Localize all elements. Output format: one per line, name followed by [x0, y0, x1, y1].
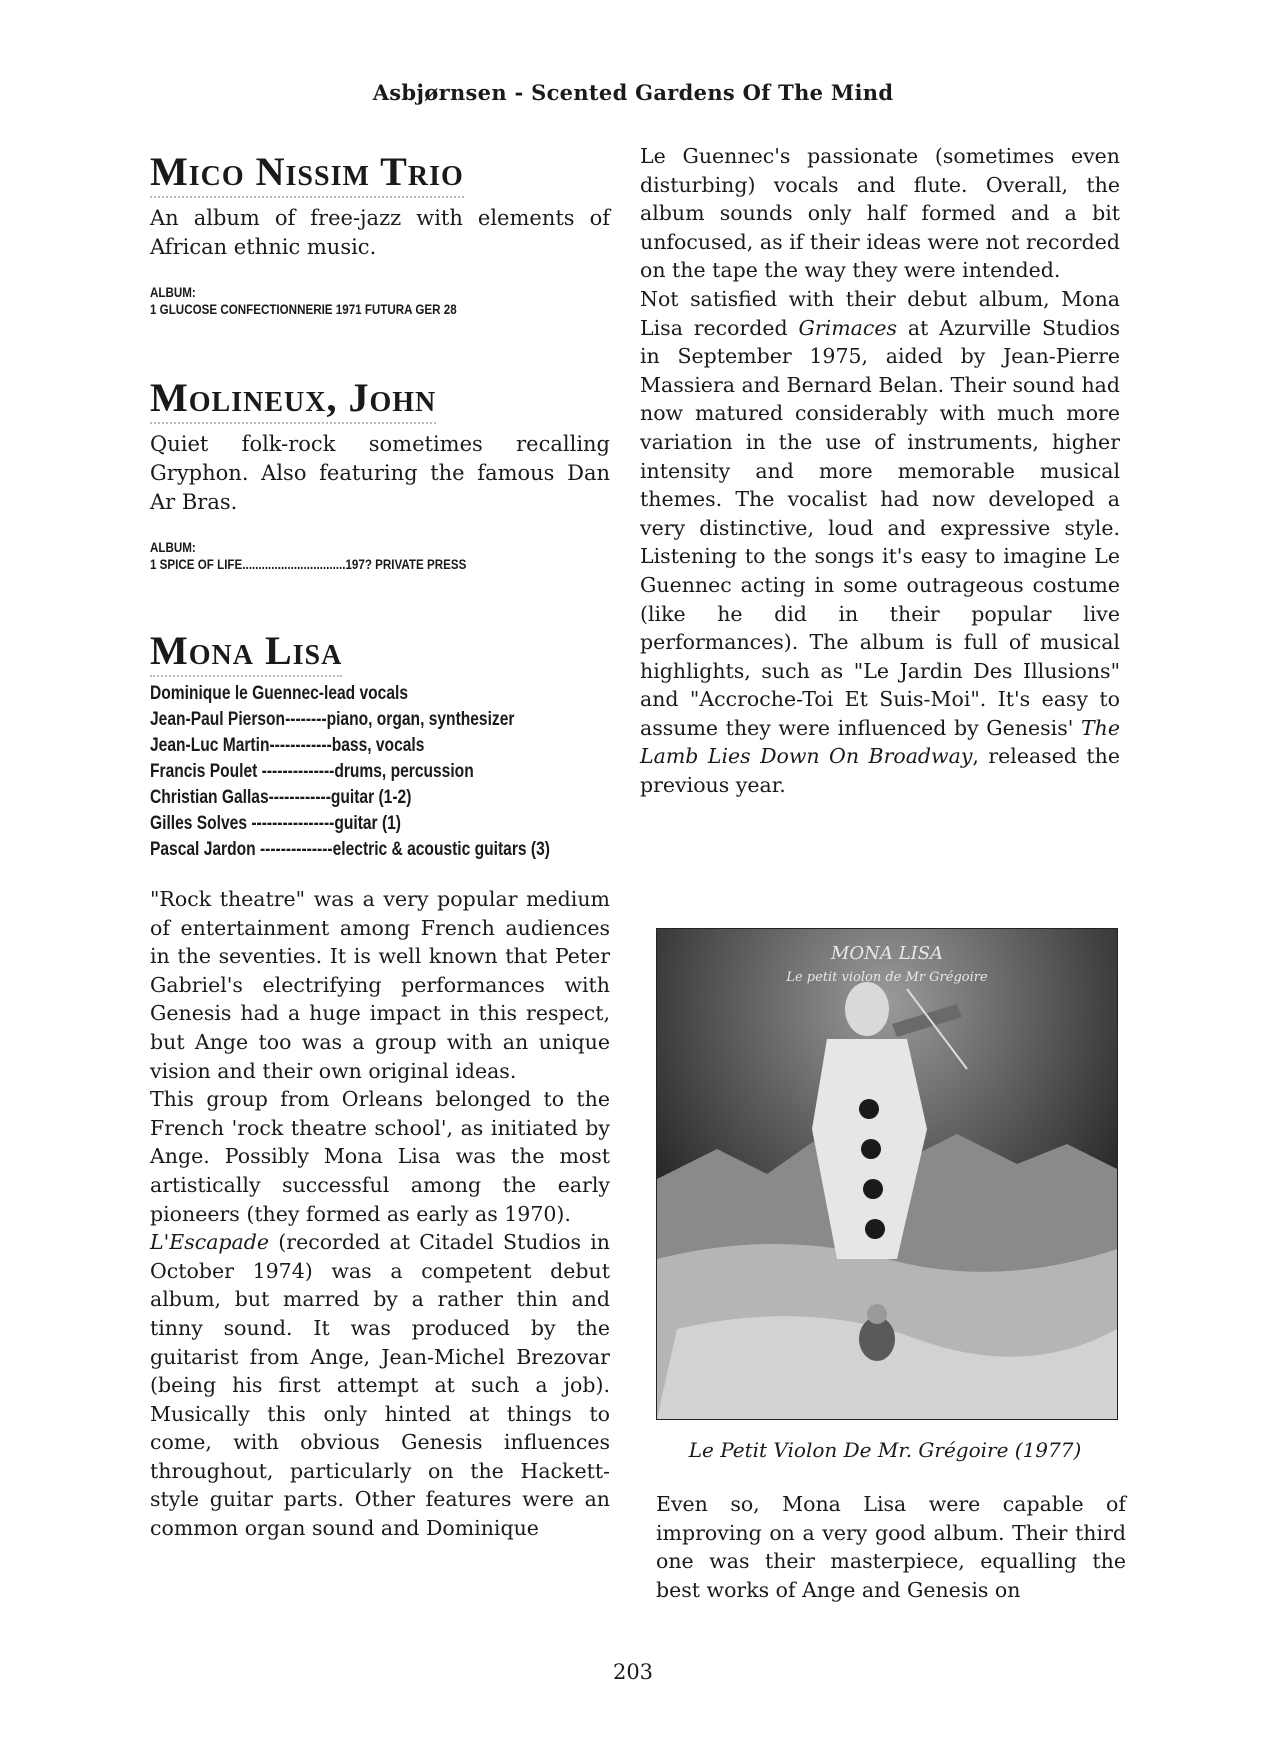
lineup-item: Jean-Paul Pierson--------piano, organ, synthesizer	[150, 709, 515, 730]
album-line: 1 GLUCOSE CONFECTIONNERIE 1971 FUTURA GER 28	[150, 302, 457, 317]
album-title: Grimaces	[798, 315, 898, 340]
paragraph-text: Not satisfied with their debut album, Mona Lisa recorded	[640, 286, 1120, 340]
lineup-item: Francis Poulet --------------drums, percussion	[150, 761, 474, 782]
figure-caption: Le Petit Violon De Mr. Grégoire (1977)	[688, 1438, 1082, 1462]
album-label: ALBUM:	[150, 540, 196, 555]
entry-molineux-john	[150, 376, 610, 573]
artist-name: Mona Lisa	[150, 629, 342, 677]
cover-subtitle: Le petit violon de Mr Grégoire	[786, 970, 988, 985]
lineup-item: Dominique le Guennec-lead vocals	[150, 683, 409, 704]
album-line: 1 SPICE OF LIFE................................197? PRIVATE PRESS	[150, 557, 467, 572]
discography	[150, 284, 546, 318]
artist-name: Mico Nissim Trio	[150, 150, 464, 198]
lineup-item: Christian Gallas------------guitar (1-2)	[150, 787, 412, 808]
right-column	[640, 142, 1120, 800]
discography	[150, 539, 546, 573]
artist-description: An album of free-jazz with elements of African ethnic music.	[150, 206, 610, 259]
paragraph-text: (recorded at Citadel Studios in October 1974) was a competent debut album, but marred by a rather thin and tinny sound. It was produced by the guitarist from Ange, Jean-Michel Brezovar (being his first attempt at such a job). Musically this only hinted at things to come, with obvious Genesis influences throughout, particularly on the Hackett-style guitar parts. Other features were an common organ sound and Dominique	[150, 1230, 610, 1541]
lineup	[150, 681, 550, 863]
running-head: Asbjørnsen - Scented Gardens Of The Mind	[372, 80, 894, 105]
artist-name: Molineux, John	[150, 376, 436, 424]
page-number: 203	[612, 1660, 654, 1684]
lineup-item: Pascal Jardon --------------electric & acoustic guitars (3)	[150, 839, 550, 860]
artist-description: Quiet folk-rock sometimes recalling Gryphon. Also featuring the famous Dan Ar Bras.	[150, 432, 610, 514]
album-title: L'Escapade	[150, 1230, 270, 1255]
paragraph-text: , released the previous year.	[640, 744, 1120, 798]
paragraph: "Rock theatre" was a very popular medium of entertainment among French audiences in the seventies. It is well known that Peter Gabriel's electrifying performances with Genesis had a huge impact in this respect, but Ange too was a group with an unique vision and their own original ideas.	[150, 887, 610, 1083]
paragraph: This group from Orleans belonged to the French 'rock theatre school', as initiated by Ange. Possibly Mona Lisa was the most artistically successful among the early pioneers (they formed as early as 1970).	[150, 1087, 610, 1226]
paragraph: Even so, Mona Lisa were capable of improving on a very good album. Their third one was their masterpiece, equalling the best works of Ange and Genesis on	[656, 1492, 1126, 1602]
album-title: The Lamb Lies Down On Broadway	[640, 715, 1120, 769]
lineup-item: Jean-Luc Martin------------bass, vocals	[150, 735, 425, 756]
cover-title: MONA LISA	[830, 943, 944, 964]
paragraph	[640, 285, 1120, 800]
mona-lisa-text-continued	[640, 142, 1120, 800]
paragraph: Le Guennec's passionate (sometimes even disturbing) vocals and flute. Overall, the album sounds only half formed and a bit unfocused, as if their ideas were not recorded on the tape the way they were intended.	[640, 144, 1120, 283]
mona-lisa-text-after-figure	[656, 1490, 1126, 1604]
album-cover-image	[656, 928, 1118, 1420]
lineup-item: Gilles Solves ----------------guitar (1)	[150, 813, 401, 834]
mona-lisa-text	[150, 885, 610, 1543]
album-label: ALBUM:	[150, 285, 196, 300]
left-column	[150, 150, 610, 1543]
entry-mico-nissim-trio	[150, 150, 610, 318]
paragraph	[150, 1228, 610, 1543]
paragraph-text: at Azurville Studios in September 1975, aided by Jean-Pierre Massiera and Bernard Belan. Their sound had now matured considerably with much more variation in the use of instruments, higher intensity and more memorable musical themes. The vocalist had now developed a very distinctive, loud and expressive style. Listening to the songs it's easy to imagine Le Guennec acting in some outrageous costume (like he did in their popular live performances). The album is full of musical highlights, such as "Le Jardin Des Illusions" and "Accroche-Toi Et Suis-Moi". It's easy to assume they were influenced by Genesis'	[640, 315, 1120, 740]
entry-mona-lisa	[150, 629, 610, 1543]
